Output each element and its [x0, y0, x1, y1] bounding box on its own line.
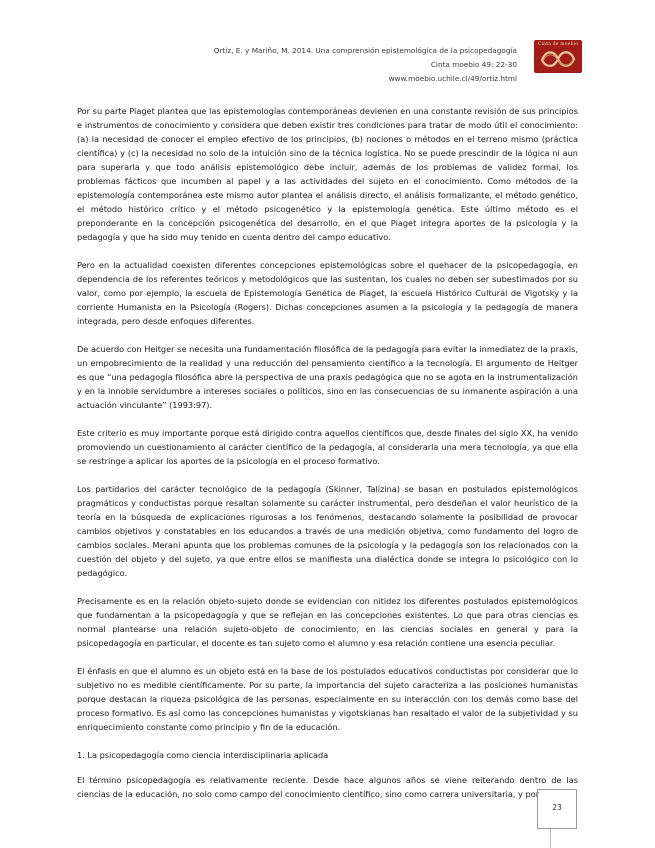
paragraph-3: De acuerdo con Heitger se necesita una fundamentación filosófica de la pedagogía para evitar la inmediatez de la praxis, un empobrecimiento de la realidad y una reducción del pensamiento científico a la tecnología. El argumento de Heitger es que “una pedagogía filosófica abre la perspectiva de una praxis pedagógica que no se agota en la instrumentalización y en la innoble servidumbre a intereses sociales o políticos, sino en las consecuencias de su inmanente aspiración a una actuación vinculante” (1993:97).	[77, 344, 578, 410]
paragraph-7: El énfasis en que el alumno es un objeto está en la base de los postulados educativos conductistas por considerar que lo subjetivo no es medible científicamente. Por su parte, la importancia del sujeto caracteriza a las posiciones humanistas porque destacan la riqueza psicológica de las personas, especialmente en su interacción con los demás como base del proceso formativo. Es así como las concepciones humanistas y vigotskianas han resaltado el valor de la subjetividad y su enriquecimiento constante como principio y fin de la educación.	[77, 666, 578, 732]
article-body	[77, 104, 578, 815]
page-number-box	[537, 789, 577, 829]
section-heading: 1. La psicopedagogía como ciencia interdisciplinaria aplicada	[77, 750, 329, 760]
paragraph-1: Por su parte Piaget plantea que las epistemologías contemporáneas devienen en una constante revisión de sus principios e instrumentos de conocimiento y considera que deben existir tres condiciones para tratar de modo útil el conocimiento: (a) la necesidad de conocer el empleo efectivo de los principios, (b) nociones o métodos en el terreno mismo (práctica científica) y (c) la necesidad no solo de la intuición sino de la técnica logística. No se puede prescindir de la lógica ni aun para superarla y que todo análisis epistemológico debe incluir, además de los problemas de validez formal, los problemas fácticos que incumben al papel y a las actividades del sujeto en el conocimiento. Como métodos de la epistemología contemporánea este mismo autor plantea el análisis directo, el análisis formalizante, el método genético, el método histórico crítico y el método psicogenético y la epistemología genética. Este último método es el preponderante en la concepción psicogenética del desarrollo, en el que Piaget integra aportes de la psicología y la pedagogía y que ha sido muy tenido en cuenta dentro del campo educativo.	[77, 106, 578, 242]
logo-wordmark: Cinta de moebio	[537, 42, 579, 47]
page-number-rule	[550, 829, 551, 848]
header-journal: Cinta moebio 49: 22-30	[430, 60, 517, 69]
header-url[interactable]: www.moebio.uchile.cl/49/ortiz.html	[388, 74, 517, 83]
paragraph-6: Precisamente es en la relación objeto-sujeto donde se evidencian con nitidez los diferentes postulados epistemológicos que fundamentan a la psicopedagogía y que se reflejan en las concepciones existentes. Lo que para otras ciencias es normal plantearse una relación sujeto-objeto de conocimiento, en las ciencias sociales en general y para la psicopedagogía en particular, el docente es tan sujeto como el alumno y esa relación contiene una esencia peculiar.	[77, 596, 578, 648]
paragraph-8: El término psicopedagogía es relativamente reciente. Desde hace algunos años se viene reiterando dentro de las ciencias de la educación, no solo como campo del conocimiento científico, sino como carrera universitaria, y por	[77, 775, 578, 799]
running-header	[177, 44, 517, 86]
paragraph-2: Pero en la actualidad coexisten diferentes concepciones epistemológicas sobre el quehacer de la psicopedagogía, en dependencia de los referentes teóricos y metodológicos que las sustentan, los cuales no deben ser subestimados por su valor, como por ejemplo, la escuela de Epistemología Genética de Piaget, la escuela Histórico Cultural de Vigotsky y la corriente Humanista en la Psicología (Rogers). Dichas concepciones asumen a la psicología y la pedagogía de manera integrada, pero desde enfoques diferentes.	[77, 260, 578, 326]
paragraph-5: Los partidarios del carácter tecnológico de la pedagogía (Skinner, Talízina) se basan en postulados epistemológicos pragmáticos y conductistas porque resaltan solamente su carácter instrumental, pero desdeñan el valor heurístico de la teoría en la búsqueda de explicaciones rigurosas a los fenómenos, destacando solamente la posibilidad de provocar cambios objetivos y constatables en los educandos a través de una medición objetiva, como fundamento del logro de cambios sociales. Merani apunta que los problemas comunes de la psicología y la pedagogía son los relacionados con la cuestión del objeto y del sujeto, ya que entre ellos se manifiesta una dialéctica donde se integra lo psicológico con lo pedagógico.	[77, 484, 578, 578]
page-number: 23	[552, 803, 562, 812]
paragraph-4: Este criterio es muy importante porque está dirigido contra aquellos científicos que, desde finales del siglo XX, ha venido promoviendo un cuestionamiento al carácter científico de la pedagogía, al considerarla una mera tecnología, ya que ella se restringe a aplicar los aportes de la psicología en el proceso formativo.	[77, 428, 578, 466]
journal-logo	[534, 40, 582, 73]
header-citation: Ortiz, E. y Mariño, M. 2014. Una comprensión epistemológica de la psicopedagogía	[213, 46, 517, 55]
